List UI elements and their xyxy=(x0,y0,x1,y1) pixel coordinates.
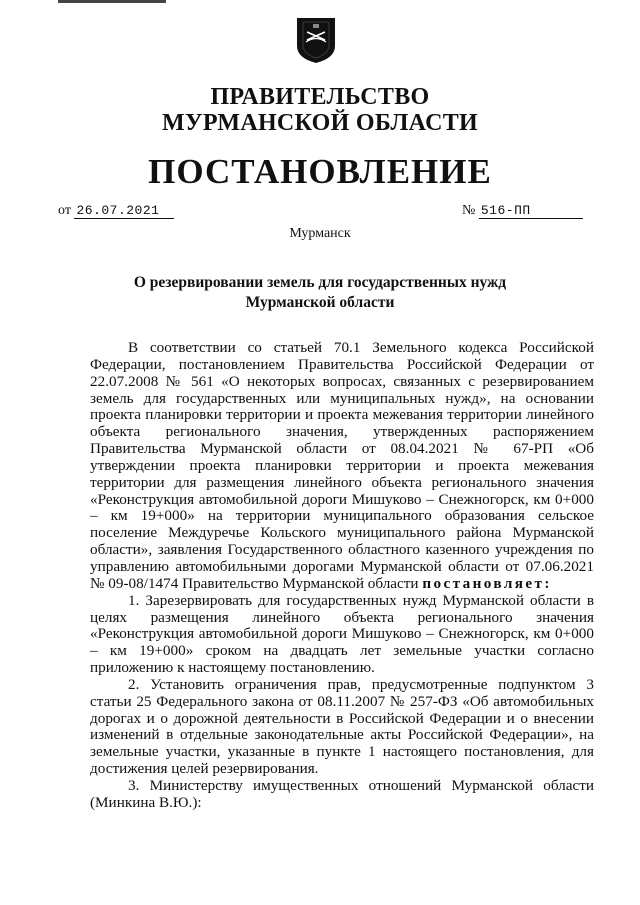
city-name: Мурманск xyxy=(289,226,351,241)
date-prefix: от xyxy=(58,203,71,218)
document-body xyxy=(90,340,594,812)
subject-line1: О резервировании земель для государственных нужд xyxy=(133,274,507,291)
item-2-paragraph: 2. Установить ограничения прав, предусмотренные подпунктом 3 статьи 25 Федерального закона от 08.11.2007 № 257-ФЗ «Об автомобильных дорогах и о дорожной деятельности в Российской Федерации и о внесении изменений в отдельные законодательные акты Российской Федерации», на земельные участки, указанные в пункте 1 настоящего постановления, для достижения целей резервирования. xyxy=(90,675,594,778)
coat-of-arms-icon xyxy=(295,16,337,64)
preamble-text: В соответствии со статьей 70.1 Земельного кодекса Российской Федерации, постановлением Правительства Российской Федерации от 22.07.2008 № 561 «О некоторых вопросах, связанных с резервированием земель для государственных или муниципальных нужд», на основании проекта планировки территории и проекта межевания территории линейного объекта регионального значения, утвержденных распоряжением Правительства Мурманской области от 08.04.2021 № 67-РП «Об утверждении проекта планировки территории и проекта межевания территории для размещения линейного объекта регионального значения «Реконструкция автомобильной дороги Мишуково – Снежногорск, км 0+000 – км 19+000» на территории муниципального образования сельское поселение Междуречье Кольского муниципального района Мурманской области», заявления Государственного областного казенного учреждения по управлению автомобильными дорогами Мурманской области от 07.06.2021 № 09-08/1474 Правительство Мурманской области xyxy=(90,339,594,592)
resolves-word: постановляет: xyxy=(422,574,552,592)
date-value: 26.07.2021 xyxy=(74,203,174,219)
document-type-title: ПОСТАНОВЛЕНИЕ xyxy=(148,152,492,191)
top-edge-line xyxy=(58,0,166,3)
preamble-paragraph xyxy=(90,340,594,593)
organization-name-line2: МУРМАНСКОЙ ОБЛАСТИ xyxy=(162,110,478,136)
organization-name-line1: ПРАВИТЕЛЬСТВО xyxy=(210,84,430,110)
number-value: 516-ПП xyxy=(479,203,583,219)
document-date xyxy=(58,203,174,219)
subject-line2: Мурманской области xyxy=(245,294,395,311)
number-prefix: № xyxy=(462,203,476,218)
document-number xyxy=(462,203,583,219)
item-1-paragraph: 1. Зарезервировать для государственных нужд Мурманской области в целях размещения линейного объекта регионального значения «Реконструкция автомобильной дороги Мишуково – Снежногорск, км 0+000 – км 19+000» сроком на двадцать лет земельные участки согласно приложению к настоящему постановлению. xyxy=(90,591,594,677)
item-3-paragraph: 3. Министерству имущественных отношений Мурманской области (Минкина В.Ю.): xyxy=(90,776,594,811)
